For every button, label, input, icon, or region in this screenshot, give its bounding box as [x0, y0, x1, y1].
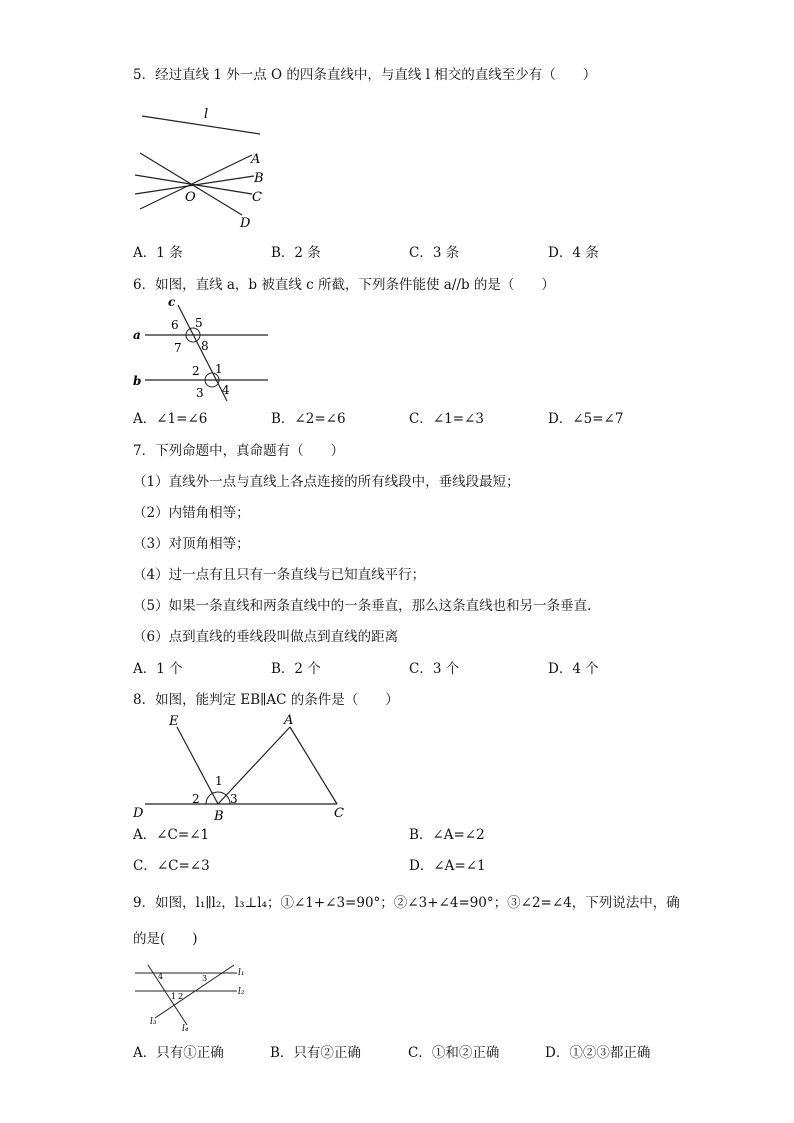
q8-line-BA: [218, 727, 290, 804]
q9-label-l1: l₁: [238, 968, 245, 978]
q5-label-D: D: [240, 216, 251, 230]
q9-option-d[interactable]: D．①②③都正确: [545, 1045, 651, 1061]
q8-label-2: 2: [192, 792, 200, 806]
q6-label-4: 4: [222, 383, 230, 397]
q7-item-1: （1）直线外一点与直线上各点连接的所有线段中，垂线段最短；: [133, 474, 520, 490]
q8-figure: [130, 710, 355, 825]
q9-label-l2: l₂: [238, 987, 245, 997]
q7-option-b[interactable]: B．2 个: [271, 661, 321, 677]
q9-stem-line2: 的是( ): [133, 931, 198, 947]
q8-label-3: 3: [230, 792, 238, 806]
q8-label-D: D: [133, 806, 144, 821]
q6-stem: 6．如图，直线 a，b 被直线 c 所截，下列条件能使 a//b 的是（ ）: [133, 277, 555, 293]
q6-label-a: a: [133, 328, 141, 342]
q6-label-7: 7: [174, 341, 182, 355]
q8-option-c[interactable]: C．∠C=∠3: [133, 858, 210, 874]
q6-figure: [130, 293, 275, 403]
q5-option-d[interactable]: D．4 条: [548, 245, 599, 261]
q8-option-d[interactable]: D．∠A=∠1: [409, 858, 486, 874]
q9-label-l3: l₃: [150, 1017, 157, 1027]
q6-option-c[interactable]: C．∠1=∠3: [409, 411, 484, 427]
q7-item-2: （2）内错角相等；: [133, 505, 250, 521]
q6-label-b: b: [133, 374, 142, 388]
q7-stem: 7．下列命题中，真命题有（ ）: [133, 443, 345, 459]
q9-label-1: 1: [171, 992, 177, 1001]
q7-item-3: （3）对顶角相等；: [133, 536, 250, 552]
q8-line-AC: [290, 727, 337, 804]
q5-label-O: O: [185, 190, 196, 205]
q6-label-5: 5: [195, 316, 203, 330]
q7-item-6: （6）点到直线的垂线段叫做点到直线的距离: [133, 629, 399, 645]
q6-option-d[interactable]: D．∠5=∠7: [548, 411, 624, 427]
q5-figure: [130, 104, 280, 230]
q9-stem-line1: 9．如图，l₁∥l₂，l₃⊥l₄；①∠1+∠3=90°；②∠3+∠4=90°；③∠2=∠4，下列说法中，确: [133, 895, 680, 911]
q9-option-a[interactable]: A．只有①正确: [133, 1045, 224, 1061]
q5-line-l: [142, 116, 260, 134]
q5-label-l: l: [204, 107, 209, 122]
q6-label-c: c: [168, 295, 176, 309]
q6-option-b[interactable]: B．∠2=∠6: [271, 411, 346, 427]
q8-angle-arc: [206, 792, 230, 804]
q9-option-b[interactable]: B．只有②正确: [270, 1045, 361, 1061]
q5-line-OD: [140, 153, 242, 215]
q9-figure: [130, 960, 255, 1032]
q8-label-B: B: [214, 809, 224, 824]
q9-option-c[interactable]: C．①和②正确: [408, 1045, 500, 1061]
q8-label-1: 1: [215, 774, 223, 788]
q6-label-1: 1: [215, 362, 223, 376]
q7-option-a[interactable]: A．1 个: [133, 661, 183, 677]
q6-label-8: 8: [201, 339, 209, 353]
q6-option-a[interactable]: A．∠1=∠6: [133, 411, 208, 427]
q8-option-a[interactable]: A．∠C=∠1: [133, 827, 210, 843]
q9-label-3: 3: [202, 974, 208, 983]
q6-label-3: 3: [196, 386, 204, 400]
q7-option-c[interactable]: C．3 个: [409, 661, 460, 677]
q7-item-4: （4）过一点有且只有一条直线与已知直线平行；: [133, 567, 426, 583]
q7-option-d[interactable]: D．4 个: [548, 661, 599, 677]
q8-label-C: C: [334, 806, 344, 821]
q8-stem: 8．如图，能判定 EB∥AC 的条件是（ ）: [133, 692, 399, 708]
q9-label-l4: l₄: [182, 1024, 189, 1032]
q5-label-A: A: [251, 152, 261, 167]
q6-label-6: 6: [171, 318, 179, 332]
q5-label-B: B: [254, 171, 264, 186]
q8-option-b[interactable]: B．∠A=∠2: [409, 827, 485, 843]
q5-option-b[interactable]: B．2 条: [271, 245, 321, 261]
q9-label-2: 2: [178, 992, 184, 1001]
q8-label-A: A: [284, 713, 294, 728]
q5-stem: 5．经过直线 1 外一点 O 的四条直线中，与直线 l 相交的直线至少有（ ）: [133, 67, 597, 83]
q7-item-5: （5）如果一条直线和两条直线中的一条垂直，那么这条直线也和另一条垂直.: [133, 598, 592, 614]
q5-option-a[interactable]: A．1 条: [133, 245, 183, 261]
q6-label-2: 2: [192, 364, 200, 378]
q5-option-c[interactable]: C．3 条: [409, 245, 460, 261]
q8-label-E: E: [169, 714, 179, 729]
q5-label-C: C: [252, 190, 262, 205]
q9-label-4: 4: [158, 972, 164, 981]
